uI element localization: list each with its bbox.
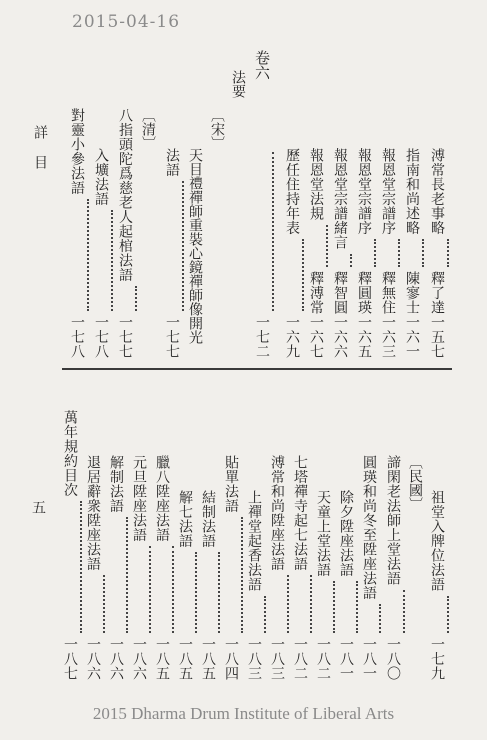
toc-entry (304, 148, 328, 358)
toc-entry (219, 455, 243, 680)
leader-dots (241, 517, 243, 633)
leader-dots (302, 239, 304, 311)
leader-dots (182, 181, 184, 311)
entry-page: 一八六 (108, 636, 124, 680)
toc-entry (334, 490, 358, 680)
volume-title: 卷六 (253, 50, 271, 80)
leader-dots (264, 596, 266, 633)
entry-title: 退居辭衆陞座法語 (85, 455, 101, 571)
entry-title: 解七法語 (177, 490, 193, 548)
era-label: 〔民國〕 (407, 455, 423, 511)
toc-entry (150, 455, 174, 680)
entry-title: 萬年規約目次 (62, 410, 78, 497)
entry-page: 一八五 (200, 636, 216, 680)
toc-entry (127, 455, 151, 680)
date-stamp: 2015-04-16 (72, 12, 181, 32)
entry-page: 一六一 (404, 314, 420, 358)
entry-page: 一七七 (117, 314, 133, 358)
leader-dots (149, 546, 151, 633)
leader-dots (333, 581, 335, 633)
entry-title: 貼單法語 (223, 455, 239, 513)
entry-title: 歷任住持年表 (284, 148, 300, 235)
entry-page: 一八四 (223, 636, 239, 680)
leader-dots (126, 517, 128, 633)
leader-dots (422, 239, 424, 267)
toc-entry (265, 455, 289, 680)
toc-entry (400, 148, 424, 358)
toc-entry (196, 490, 220, 680)
leader-dots (374, 239, 376, 267)
toc-entry (250, 148, 274, 358)
leader-dots (403, 590, 405, 633)
entry-page: 一六六 (332, 314, 348, 358)
toc-entry (104, 455, 128, 680)
toc-entry (376, 148, 400, 358)
leader-dots (103, 575, 105, 633)
toc-entry (425, 490, 449, 680)
entry-title: 報恩堂宗譜序 (380, 148, 396, 235)
entry-title: 結制法語 (200, 490, 216, 548)
entry-author: 釋溥常 (308, 271, 324, 315)
entry-page: 一八三 (246, 636, 262, 680)
leader-dots (272, 152, 274, 311)
toc-entry (311, 490, 335, 680)
leader-dots (447, 239, 449, 267)
entry-title: 法語 (164, 148, 180, 177)
entry-page: 一八五 (177, 636, 193, 680)
entry-title: 元旦陞座法語 (131, 455, 147, 542)
leader-dots (111, 210, 113, 311)
entry-page: 一六七 (308, 314, 324, 358)
entry-page: 一六九 (284, 314, 300, 358)
toc-entry (81, 455, 105, 680)
toc-entry (160, 148, 184, 358)
entry-title: 諦閑老法師上堂法語 (385, 455, 401, 586)
section-divider (62, 368, 452, 370)
entry-page: 一七七 (164, 314, 180, 358)
leader-dots (350, 254, 352, 268)
leader-dots (326, 225, 328, 268)
toc-entry (357, 455, 381, 680)
toc-entry (242, 490, 266, 680)
entry-title: 溥常長老事略 (429, 148, 445, 235)
leader-dots (287, 575, 289, 633)
toc-entry (173, 490, 197, 680)
toc-entry (58, 410, 82, 680)
entry-author: 釋無住 (380, 271, 396, 315)
entry-page: 一八一 (338, 636, 354, 680)
era-label: 〔宋〕 (209, 108, 225, 150)
leader-dots (310, 575, 312, 633)
entry-page: 一八六 (85, 636, 101, 680)
entry-author: 釋了達 (429, 271, 445, 315)
entry-page: 一八二 (315, 636, 331, 680)
entry-page: 一八六 (131, 636, 147, 680)
leader-dots (356, 581, 358, 633)
toc-entry (425, 148, 449, 358)
leader-dots (135, 286, 137, 311)
margin-title: 詳目 (32, 125, 48, 185)
leader-dots (80, 501, 82, 633)
toc-entry (65, 108, 89, 358)
entry-page: 一八二 (292, 636, 308, 680)
entry-page: 一七九 (429, 636, 445, 680)
entry-page: 一八七 (62, 636, 78, 680)
entry-title: 祖堂入牌位法語 (429, 490, 445, 592)
toc-entry (352, 148, 376, 358)
entry-title: 八指頭陀爲慈老人起棺法語 (117, 108, 133, 282)
toc-entry (280, 148, 304, 358)
leader-dots (218, 552, 220, 633)
entry-page: 一五七 (429, 314, 445, 358)
margin-page-number: 五 (30, 500, 46, 514)
leader-dots (87, 199, 89, 311)
entry-page: 一八〇 (385, 636, 401, 680)
entry-title: 指南和尚述略 (404, 148, 420, 235)
toc-entry (328, 148, 352, 358)
entry-title: 上禪堂起香法語 (246, 490, 262, 592)
toc-entry (113, 108, 137, 358)
leader-dots (195, 552, 197, 633)
leader-dots (379, 604, 381, 633)
entry-author: 釋圓瑛 (356, 271, 372, 315)
entry-page: 一八三 (269, 636, 285, 680)
entry-title: 報恩堂法規 (308, 148, 324, 221)
entry-title: 溥常和尚陞座法語 (269, 455, 285, 571)
entry-page: 一六三 (380, 314, 396, 358)
leader-dots (398, 239, 400, 267)
entry-page: 一八一 (361, 636, 377, 680)
entry-title: 入壙法語 (93, 148, 109, 206)
entry-title: 圓瑛和尚冬至陞座法語 (361, 455, 377, 600)
entry-title: 天目禮禪師重裝心鏡禪師像開光 (187, 148, 203, 344)
entry-page: 一七二 (254, 314, 270, 358)
leader-dots (447, 596, 449, 633)
entry-title: 解制法語 (108, 455, 124, 513)
entry-page: 一七八 (93, 314, 109, 358)
era-label: 〔清〕 (140, 108, 156, 150)
entry-author: 陳寥士 (404, 271, 420, 315)
entry-title: 七塔禪寺起七法語 (292, 455, 308, 571)
entry-title: 臘八陞座法語 (154, 455, 170, 542)
entry-author: 釋智圓 (332, 271, 348, 315)
copyright-watermark: 2015 Dharma Drum Institute of Liberal Arts (92, 704, 395, 723)
entry-page: 一八五 (154, 636, 170, 680)
entry-title: 除夕陞座法語 (338, 490, 354, 577)
leader-dots (172, 546, 174, 633)
entry-page: 一七八 (69, 314, 85, 358)
entry-title: 報恩堂宗譜序 (356, 148, 372, 235)
toc-entry (381, 455, 405, 680)
toc-entry (89, 148, 113, 358)
entry-title: 報恩堂宗譜緒言 (332, 148, 348, 250)
section-title: 法要 (230, 70, 246, 98)
entry-title: 天童上堂法語 (315, 490, 331, 577)
entry-page: 一六五 (356, 314, 372, 358)
toc-entry (288, 455, 312, 680)
entry-title: 對靈小參法語 (69, 108, 85, 195)
